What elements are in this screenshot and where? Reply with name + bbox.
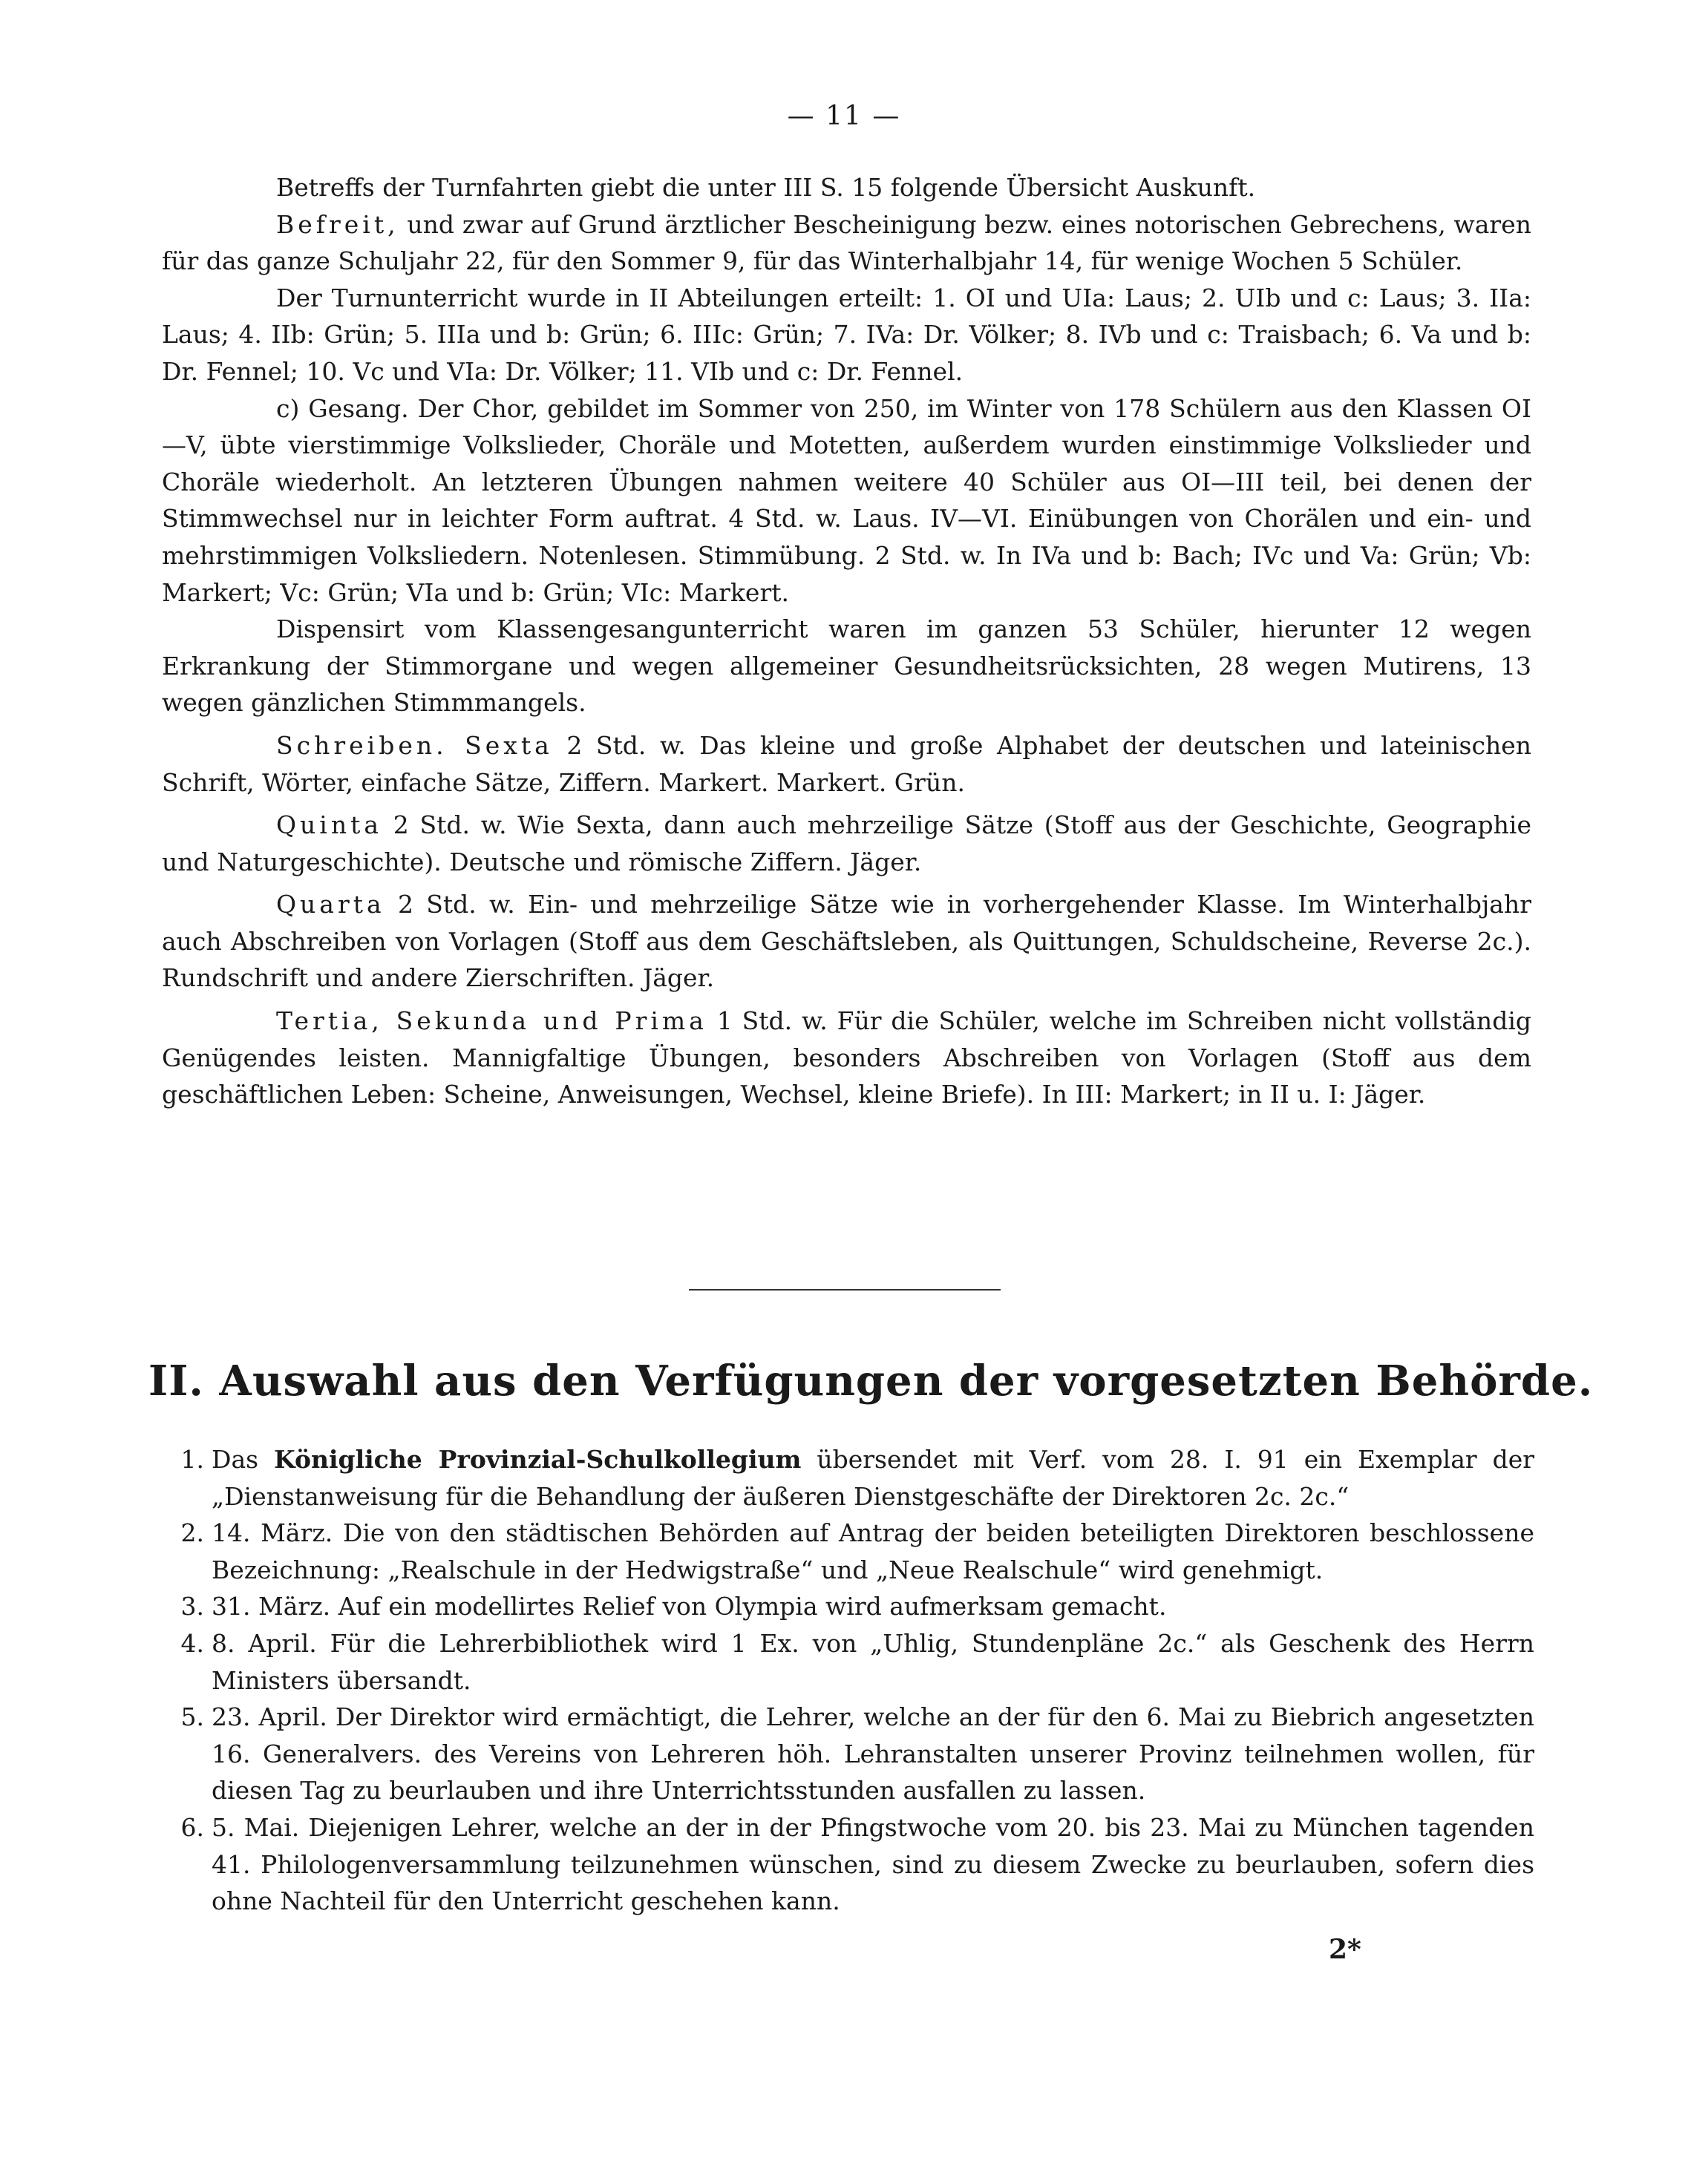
section-heading: II. Auswahl aus den Verfügungen der vorgesetzten Behörde. <box>148 1357 1594 1406</box>
signature-mark: 2* <box>1329 1934 1361 1965</box>
list-item <box>165 1699 1534 1809</box>
list-item <box>165 1809 1534 1920</box>
paragraph-tertia-sekunda-prima <box>162 1003 1531 1113</box>
list-item <box>165 1515 1534 1588</box>
paragraph-text: 2 Std. w. Wie Sexta, dann auch mehrzeilige Sätze (Stoff aus der Geschichte, Geographie und Naturgeschichte). Deutsche und römische Ziffern. Jäger. <box>162 810 1531 876</box>
page-number: — 11 — <box>787 101 901 131</box>
paragraph-turnunterricht: Der Turnunterricht wurde in II Abteilungen erteilt: 1. OI und UIa: Laus; 2. UIb und c: Laus; 3. IIa: Laus; 4. IIb: Grün; 5. IIIa und b: Grün; 6. IIIc: Grün; 7. IVa: Dr. Völker; 8. IVb und c: Traisbach; 6. Va und b: Dr. Fennel; 10. Vc und VIa: Dr. Völker; 11. VIb und c: Dr. Fennel. <box>162 283 1531 386</box>
paragraph-lead: Tertia, Sekunda und Prima <box>276 1006 707 1036</box>
paragraph-schreiben-sexta <box>162 727 1531 801</box>
item-number: 5. <box>180 1702 204 1732</box>
section-turnen-gesang-schreiben <box>162 169 1531 1113</box>
paragraph-quinta <box>162 807 1531 880</box>
item-text: 8. April. Für die Lehrerbibliothek wird 1 Ex. von „Uhlig, Stundenpläne 2c.“ als Geschenk des Herrn Ministers übersandt. <box>212 1628 1534 1695</box>
item-number: 6. <box>180 1812 204 1842</box>
paragraph-text: 2 Std. w. Ein- und mehrzeilige Sätze wie in vorhergehender Klasse. Im Winterhalbjahr auch Abschreiben von Vorlagen (Stoff aus dem Geschäftsleben, als Quittungen, Schuldscheine, Reverse 2c.). Rundschrift und andere Zierschriften. Jäger. <box>162 890 1531 993</box>
paragraph-befreit <box>162 206 1531 280</box>
paragraph-text: und zwar auf Grund ärztlicher Bescheinigung bezw. eines notorischen Gebrechens, waren für das ganze Schuljahr 22, für den Sommer 9, für das Winterhalbjahr 14, für wenige Wochen 5 Schüler. <box>162 209 1531 276</box>
paragraph-quarta <box>162 886 1531 997</box>
item-text: 23. April. Der Direktor wird ermächtigt, die Lehrer, welche an der für den 6. Mai zu Biebrich angesetzten 16. Generalvers. des Vereins von Lehreren höh. Lehranstalten unserer Provinz teilnehmen wollen, für diesen Tag zu beurlauben und ihre Unterrichtsstunden ausfallen zu lassen. <box>212 1702 1534 1806</box>
authority-name: Königliche Provinzial-Schulkollegium <box>274 1445 802 1474</box>
item-text: 31. März. Auf ein modellirtes Relief von Olympia wird aufmerksam gemacht. <box>212 1592 1167 1621</box>
paragraph-lead: Schreiben. Sexta <box>276 730 553 760</box>
item-number: 4. <box>180 1628 204 1658</box>
section-divider <box>689 1289 1001 1291</box>
list-item <box>165 1588 1534 1625</box>
list-item <box>165 1625 1534 1699</box>
item-text: 14. März. Die von den städtischen Behörden auf Antrag der beiden beteiligten Direktoren beschlossene Bezeichnung: „Realschule in der Hedwigstraße“ und „Neue Realschule“ wird genehmigt. <box>212 1518 1534 1584</box>
item-number: 1. <box>180 1445 204 1474</box>
item-text-pre: Das <box>212 1445 275 1474</box>
item-number: 2. <box>180 1518 204 1548</box>
paragraph-turnfahrten: Betreffs der Turnfahrten giebt die unter III S. 15 folgende Übersicht Auskunft. <box>276 173 1256 202</box>
item-text: 5. Mai. Diejenigen Lehrer, welche an der in der Pfingstwoche vom 20. bis 23. Mai zu München tagenden 41. Philologenversammlung teilzunehmen wünschen, sind zu diesem Zwecke zu beurlauben, sofern dies ohne Nachteil für den Unterricht geschehen kann. <box>212 1812 1534 1916</box>
item-number: 3. <box>180 1592 204 1621</box>
section-verfuegungen <box>165 1441 1534 1920</box>
paragraph-gesang: c) Gesang. Der Chor, gebildet im Sommer von 250, im Winter von 178 Schülern aus den Klassen OI—V, übte vierstimmige Volkslieder, Choräle und Motetten, außerdem wurden einstimmige Volkslieder und Choräle wiederholt. An letzteren Übungen nahmen weitere 40 Schüler aus OI—III teil, bei denen der Stimmwechsel nur in leichter Form auftrat. 4 Std. w. Laus. IV—VI. Einübungen von Chorälen und ein- und mehrstimmigen Volksliedern. Notenlesen. Stimmübung. 2 Std. w. In IVa und b: Bach; IVc und Va: Grün; Vb: Markert; Vc: Grün; VIa und b: Grün; VIc: Markert. <box>162 393 1531 607</box>
paragraph-lead: Befreit, <box>276 209 399 239</box>
paragraph-text: 1 Std. w. Für die Schüler, welche im Schreiben nicht vollständig Genügendes leisten. Mannigfaltige Übungen, besonders Abschreiben von Vorlagen (Stoff aus dem geschäftlichen Leben: Scheine, Anweisungen, Wechsel, kleine Briefe). In III: Markert; in II u. I: Jäger. <box>162 1006 1531 1109</box>
paragraph-lead: Quinta <box>276 810 383 840</box>
item-text-rest: übersendet mit Verf. vom 28. I. 91 ein Exemplar der „Dienstanweisung für die Behandlung der äußeren Dienstgeschäfte der Direktoren 2c. 2c.“ <box>212 1445 1534 1511</box>
item-text <box>212 1441 1534 1515</box>
list-item <box>165 1441 1534 1515</box>
paragraph-text: 2 Std. w. Das kleine und große Alphabet der deutschen und lateinischen Schrift, Wörter, einfache Sätze, Ziffern. Markert. Markert. Grün. <box>162 730 1531 797</box>
paragraph-dispensirt: Dispensirt vom Klassengesangunterricht waren im ganzen 53 Schüler, hierunter 12 wegen Erkrankung der Stimmorgane und wegen allgemeiner Gesundheitsrücksichten, 28 wegen Mutirens, 13 wegen gänzlichen Stimmmangels. <box>162 614 1531 718</box>
paragraph-lead: Quarta <box>276 890 385 919</box>
